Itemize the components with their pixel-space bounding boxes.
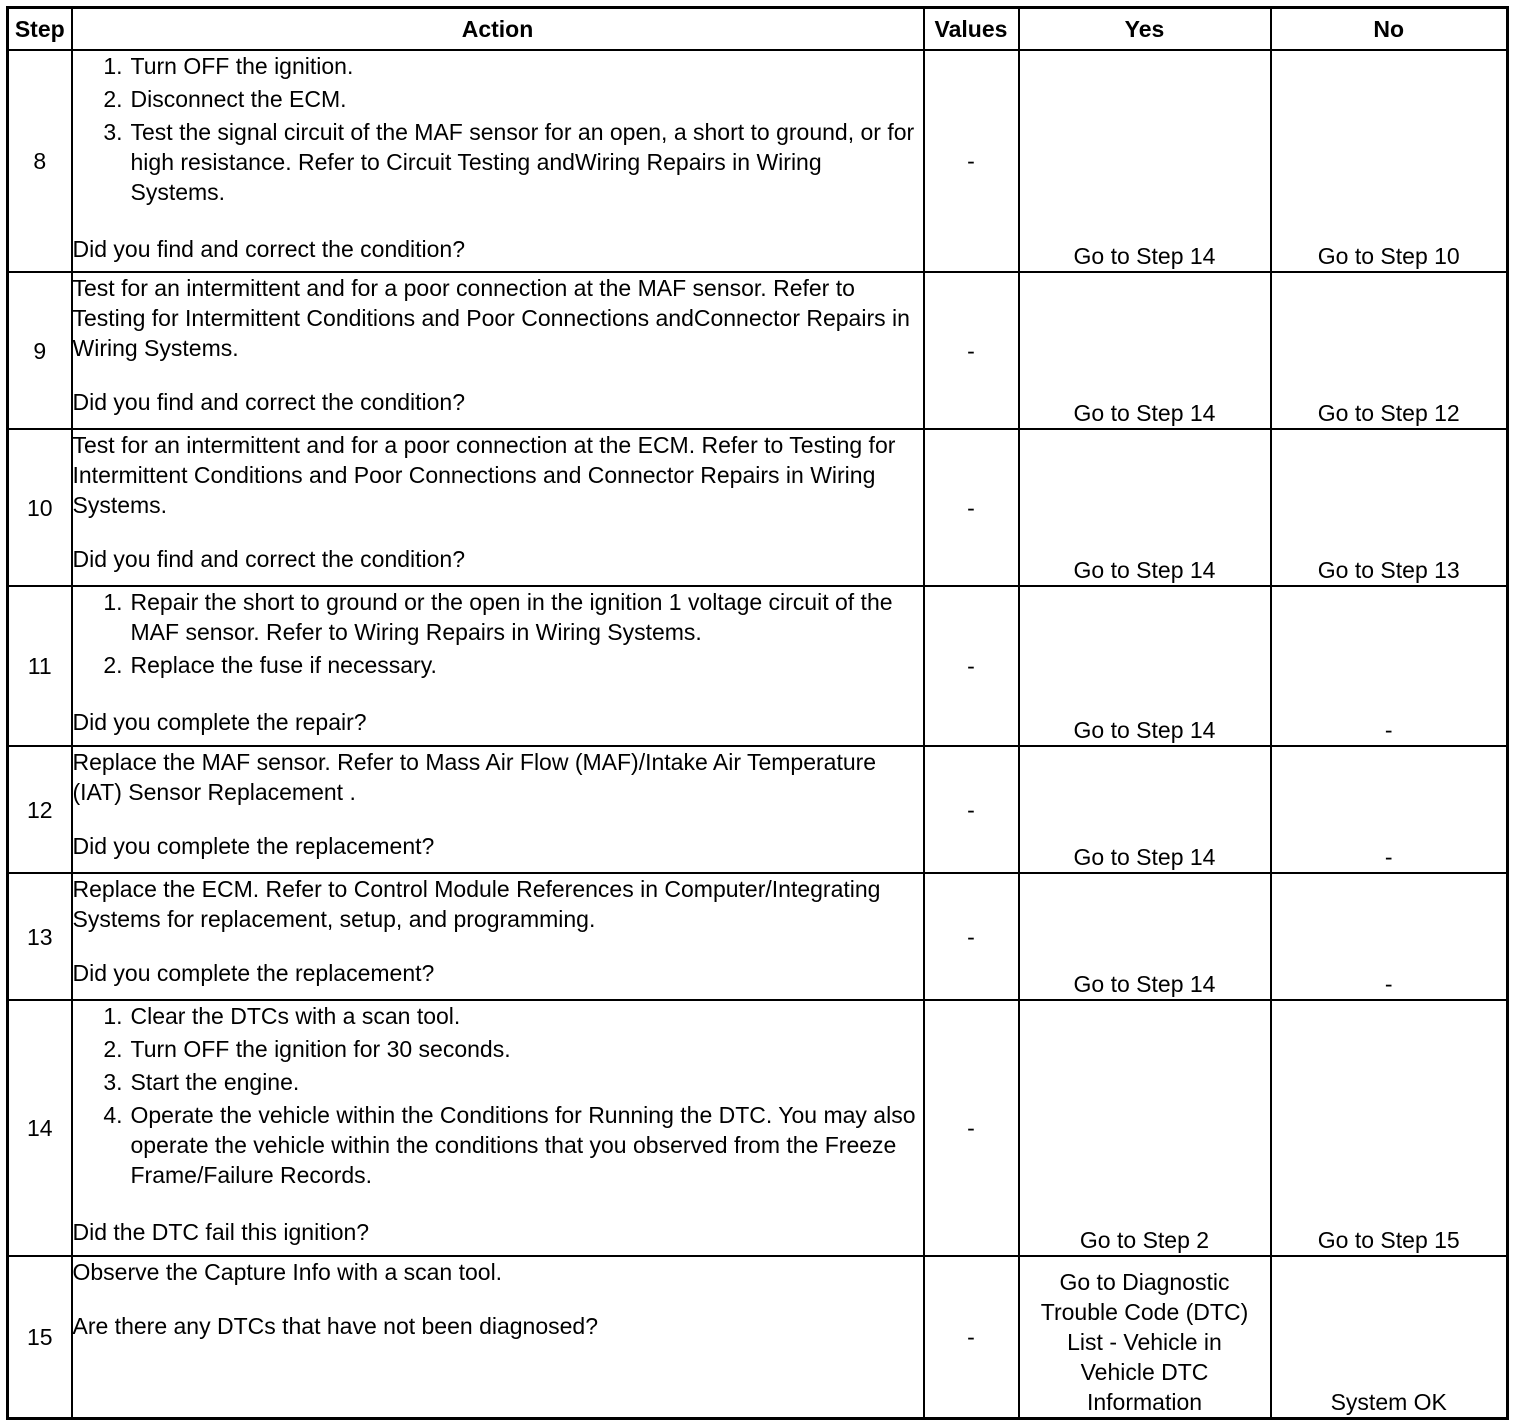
action-text: Test for an intermittent and for a poor connection at the ECM. Refer to Testing for Intermittent Conditions and Poor Connections and Connector Repairs in Wiring Systems.	[72, 432, 896, 518]
action-text: Test for an intermittent and for a poor connection at the MAF sensor. Refer to Testing for Intermittent Conditions and Poor Connections andConnector Repairs in Wiring Systems.	[72, 275, 910, 361]
action-steps	[73, 1001, 923, 1190]
yes-cell: Go to Step 2	[1019, 1000, 1271, 1256]
header-values: Values	[924, 8, 1019, 51]
action-step: 3. Test the signal circuit of the MAF sensor for an open, a short to ground, or for high resistance. Refer to Circuit Testing andWiring Repairs in Wiring Systems.	[103, 119, 915, 205]
values-cell: -	[924, 429, 1019, 586]
action-question: Did the DTC fail this ignition?	[72, 1219, 370, 1245]
action-step: 2. Turn OFF the ignition for 30 seconds.	[103, 1036, 511, 1062]
action-text: Observe the Capture Info with a scan tool.	[72, 1259, 503, 1285]
no-cell: -	[1271, 873, 1508, 1000]
action-cell	[72, 1000, 924, 1256]
action-cell	[72, 746, 924, 873]
table-row	[8, 873, 1508, 1000]
step-number: 14	[8, 1000, 72, 1256]
no-cell: System OK	[1271, 1256, 1508, 1418]
step-number: 10	[8, 429, 72, 586]
action-question: Did you complete the replacement?	[72, 960, 435, 986]
header-no: No	[1271, 8, 1508, 51]
action-cell	[72, 429, 924, 586]
yes-cell: Go to Step 14	[1019, 50, 1271, 272]
table-row	[8, 746, 1508, 873]
table-row	[8, 429, 1508, 586]
table-row	[8, 1000, 1508, 1256]
action-question: Did you find and correct the condition?	[72, 389, 466, 415]
yes-cell: Go to Step 14	[1019, 873, 1271, 1000]
action-steps	[73, 587, 923, 680]
action-step: 2. Replace the fuse if necessary.	[103, 652, 437, 678]
yes-cell: Go to Step 14	[1019, 586, 1271, 746]
no-cell: -	[1271, 586, 1508, 746]
no-cell: Go to Step 13	[1271, 429, 1508, 586]
table-row	[8, 586, 1508, 746]
values-cell: -	[924, 50, 1019, 272]
values-cell: -	[924, 1256, 1019, 1418]
action-question: Did you complete the replacement?	[72, 833, 435, 859]
action-cell	[72, 1256, 924, 1418]
yes-cell: Go to Diagnostic Trouble Code (DTC) List - Vehicle in Vehicle DTC Information	[1019, 1256, 1271, 1418]
header-step: Step	[8, 8, 72, 51]
action-step: 4. Operate the vehicle within the Conditions for Running the DTC. You may also operate the vehicle within the conditions that you observed from the Freeze Frame/Failure Records.	[103, 1102, 916, 1188]
step-number: 15	[8, 1256, 72, 1418]
action-step: 3. Start the engine.	[103, 1069, 300, 1095]
action-cell	[72, 586, 924, 746]
action-cell	[72, 873, 924, 1000]
values-cell: -	[924, 873, 1019, 1000]
action-question: Did you complete the repair?	[72, 709, 367, 735]
no-cell: Go to Step 15	[1271, 1000, 1508, 1256]
action-question: Did you find and correct the condition?	[72, 546, 466, 572]
values-cell: -	[924, 272, 1019, 429]
values-cell: -	[924, 746, 1019, 873]
step-number: 11	[8, 586, 72, 746]
yes-cell: Go to Step 14	[1019, 746, 1271, 873]
header-row	[8, 8, 1508, 51]
action-step: 1. Turn OFF the ignition.	[103, 53, 354, 79]
step-number: 13	[8, 873, 72, 1000]
action-steps	[73, 51, 923, 207]
no-cell: Go to Step 10	[1271, 50, 1508, 272]
table-row	[8, 272, 1508, 429]
action-cell	[72, 50, 924, 272]
no-cell: -	[1271, 746, 1508, 873]
action-cell	[72, 272, 924, 429]
table-row	[8, 50, 1508, 272]
step-number: 8	[8, 50, 72, 272]
header-yes: Yes	[1019, 8, 1271, 51]
action-question: Are there any DTCs that have not been diagnosed?	[72, 1313, 599, 1339]
action-step: 1. Clear the DTCs with a scan tool.	[103, 1003, 461, 1029]
header-action: Action	[72, 8, 924, 51]
no-cell: Go to Step 12	[1271, 272, 1508, 429]
action-step: 2. Disconnect the ECM.	[103, 86, 347, 112]
diagnostic-table	[6, 6, 1509, 1420]
step-number: 9	[8, 272, 72, 429]
values-cell: -	[924, 1000, 1019, 1256]
yes-cell: Go to Step 14	[1019, 272, 1271, 429]
action-step: 1. Repair the short to ground or the open in the ignition 1 voltage circuit of the MAF sensor. Refer to Wiring Repairs in Wiring Systems.	[103, 589, 893, 645]
action-text: Replace the ECM. Refer to Control Module References in Computer/Integrating Systems for replacement, setup, and programming.	[72, 876, 881, 932]
action-question: Did you find and correct the condition?	[72, 236, 466, 262]
action-text: Replace the MAF sensor. Refer to Mass Air Flow (MAF)/Intake Air Temperature (IAT) Sensor Replacement .	[72, 749, 877, 805]
table-row	[8, 1256, 1508, 1418]
values-cell: -	[924, 586, 1019, 746]
step-number: 12	[8, 746, 72, 873]
yes-cell: Go to Step 14	[1019, 429, 1271, 586]
